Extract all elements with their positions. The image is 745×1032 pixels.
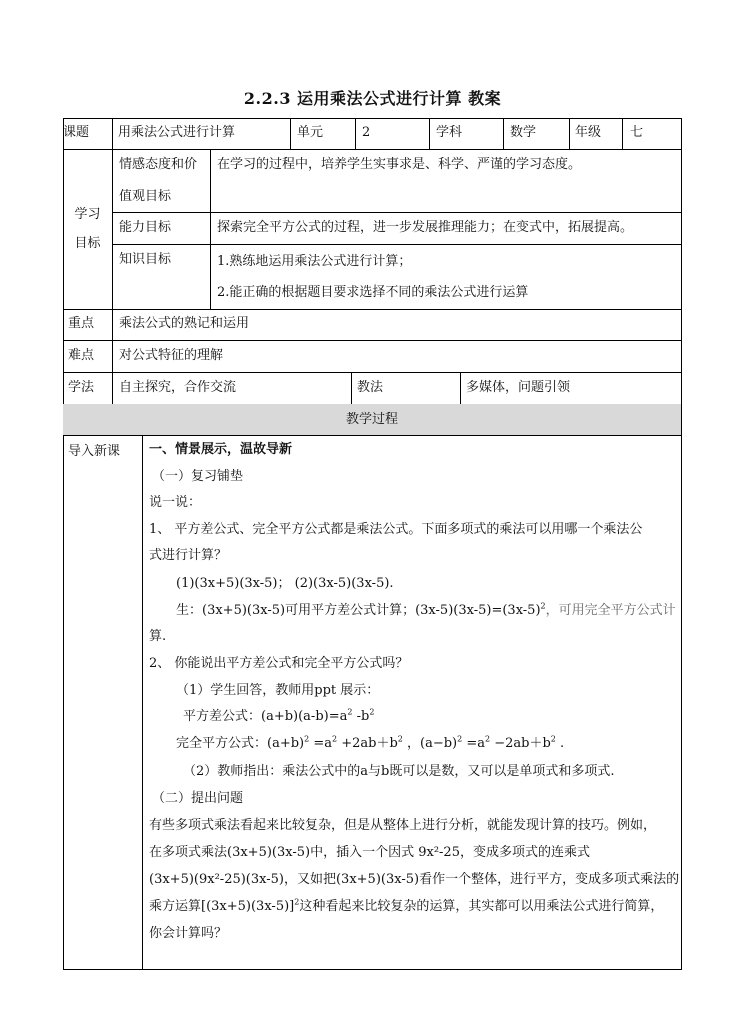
question-1-line1: 1、 平方差公式、完全平方公式都是乘法公式。下面多项式的乘法可以用哪一个乘法公 [149,522,643,537]
ps-text-5: =a [462,736,485,751]
unit-value: 2 [362,125,371,140]
ps-exp-3: 2 [397,734,403,744]
dos-formula-text: 平方差公式：(a+b)(a-b)=a [183,709,348,724]
difficulty-value: 对公式特征的理解 [119,348,224,363]
student-answer-exponent: 2 [540,601,546,611]
objective-knowledge-name: 知识目标 [119,252,172,267]
student-answer-text: 生：(3x+5)(3x-5)可用平方差公式计算；(3x-5)(3x-5)=(3x-5) [176,603,541,618]
objective-knowledge-item-1: 1.熟练地运用乘法公式进行计算； [217,254,412,269]
key-point-label: 重点 [68,316,95,331]
difference-of-squares-formula [183,707,374,727]
ps-text-2: =a [309,736,332,751]
difficulty-label: 难点 [68,348,95,363]
page-title: 2.2.3 运用乘法公式进行计算 教案 [243,89,502,108]
course-value: 用乘法公式进行计算 [118,125,236,140]
ps-text-4: ，(a−b) [402,736,458,751]
objective-ability-name: 能力目标 [119,220,172,235]
objectives-label-line2: 目标 [74,236,101,251]
student-answer-tail: ，可用完全平方公式计 [545,603,676,618]
question-1-expressions: (1)(3x+5)(3x-5)； (2)(3x-5)(3x-5). [176,576,394,591]
ps-text-1: 完全平方公式：(a+b) [176,736,305,751]
paragraph-line-4-exp: 2 [294,897,300,907]
grade-value: 七 [630,125,644,140]
paragraph-line-1: 有些多项式乘法看起来比较复杂，但是从整体上进行分析，就能发现计算的技巧。例如， [149,818,657,833]
paragraph-line-4-text: 乘方运算[(3x+5)(3x-5)] [149,899,295,914]
section-heading: 一、情景展示，温故导新 [149,442,293,457]
question-1-line2: 式进行计算？ [149,548,228,563]
say-it-label: 说一说： [149,495,202,510]
teach-method-value: 多媒体，问题引领 [466,380,571,395]
student-answer [176,601,676,621]
student-answer-end: 算. [149,629,167,644]
ps-text-7: . [555,736,565,751]
ps-text-3: +2ab＋b [337,736,398,751]
process-header: 教学过程 [345,412,398,427]
paragraph-line-3: (3x+5)(9x²-25)(3x-5)，又如把(3x+5)(3x-5)看作一个整体，进行平方，变成多项式乘法的 [149,872,680,887]
study-method-value: 自主探究，合作交流 [119,380,237,395]
ps-exp-2: 2 [331,734,338,744]
objectives-label-line1: 学习 [74,207,101,222]
key-point-value: 乘法公式的熟记和运用 [119,316,250,331]
teach-method-label: 教法 [357,380,384,395]
ps-exp-1: 2 [304,734,310,744]
ps-exp-4: 2 [457,734,463,744]
teacher-show: （1）学生回答，教师用ppt 展示： [176,683,380,698]
teacher-point-out: （2）教师指出：乘法公式中的a与b既可以是数，又可以是单项式和多项式. [183,764,615,779]
course-label: 课题 [63,125,90,140]
paragraph-line-4 [149,897,663,917]
study-method-label: 学法 [68,380,95,395]
objective-affective-name-line2: 值观目标 [119,189,172,204]
grade-label: 年级 [575,125,602,140]
objective-ability-content: 探索完全平方公式的过程，进一步发展推理能力；在变式中，拓展提高。 [217,220,634,235]
question-2: 2、 你能说出平方差公式和完全平方公式吗？ [149,656,409,671]
objective-affective-name-line1: 情感态度和价 [119,157,198,172]
paragraph-line-2: 在多项式乘法(3x+5)(3x-5)中，插入一个因式 9x²-25，变成多项式的连乘式 [149,845,590,860]
dos-exp-2: 2 [369,707,375,717]
dos-formula-mid: -b [352,709,370,724]
section-label: 导入新课 [68,444,121,459]
ps-text-6: −2ab＋b [490,736,551,751]
subsection-review: （一）复习铺垫 [152,469,244,484]
dos-exp-1: 2 [347,707,353,717]
subsection-question: （二）提出问题 [152,791,244,806]
paragraph-line-5: 你会计算吗？ [149,926,228,941]
ps-exp-6: 2 [550,734,556,744]
objective-knowledge-item-2: 2.能正确的根据题目要求选择不同的乘法公式进行运算 [217,285,529,300]
subject-label: 学科 [436,125,463,140]
ps-exp-5: 2 [485,734,491,744]
perfect-square-formula [176,734,564,754]
subject-value: 数学 [510,125,537,140]
objective-affective-content: 在学习的过程中，培养学生实事求是、科学、严谨的学习态度。 [217,157,582,172]
unit-label: 单元 [297,125,324,140]
paragraph-line-4-tail: 这种看起来比较复杂的运算，其实都可以用乘法公式进行简算， [299,899,664,914]
